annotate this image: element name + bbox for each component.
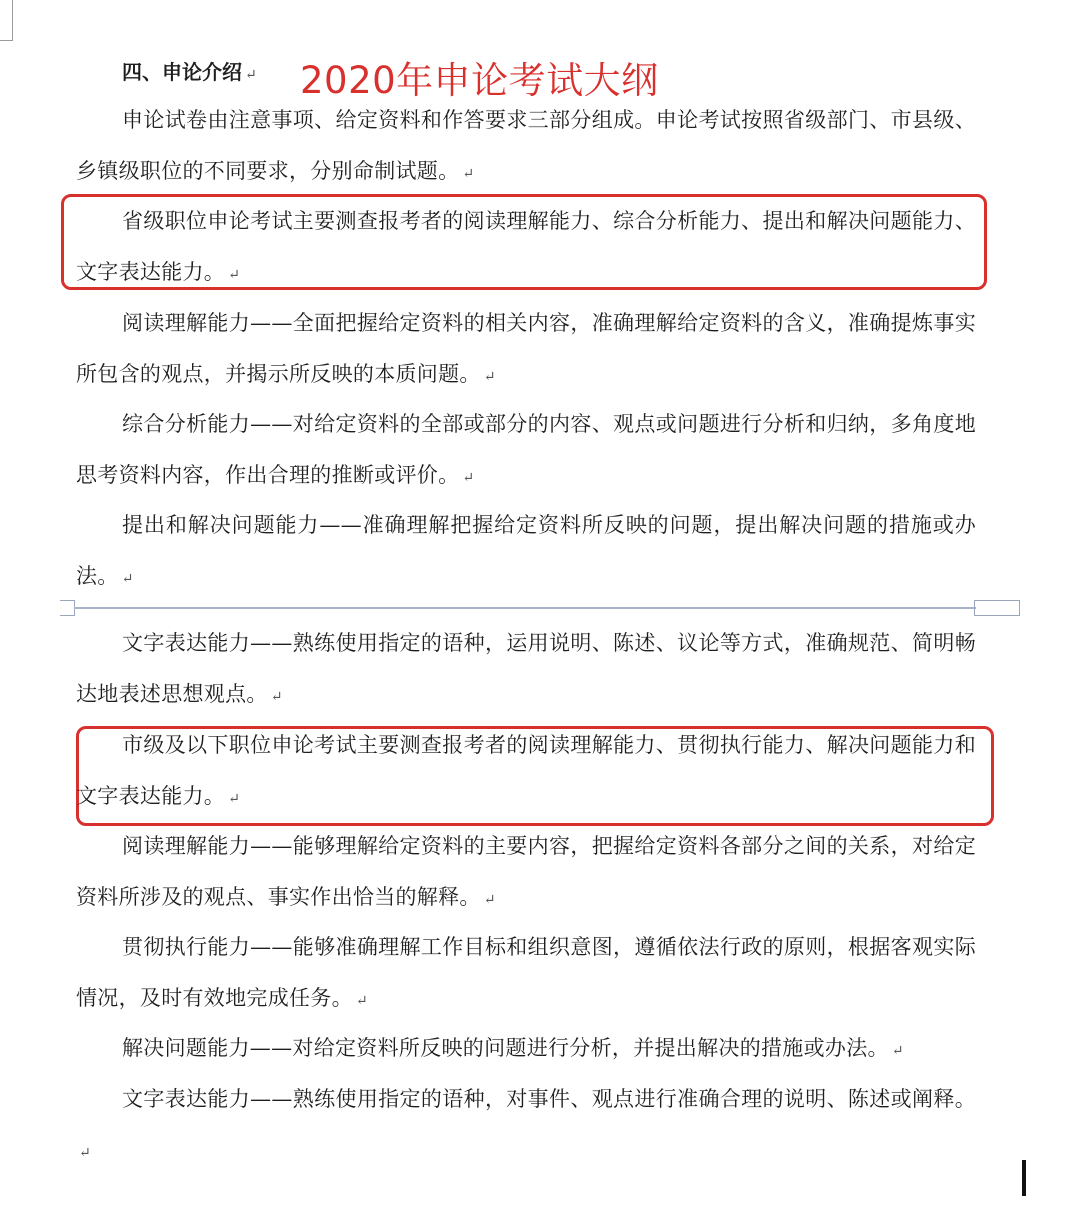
page-corner-mark: [0, 0, 13, 41]
pilcrow-mark: ↵: [79, 1145, 92, 1161]
paragraph-writing-provincial: 文字表达能力——熟练使用指定的语种，运用说明、陈述、议论等方式，准确规范、简明畅达地表述思想观点。 ↵: [76, 631, 976, 706]
paragraph-intro: 申论试卷由注意事项、给定资料和作答要求三部分组成。申论考试按照省级部门、市县级、乡镇级职位的不同要求，分别命制试题。 ↵: [76, 108, 976, 183]
page-break-left-marker: [60, 600, 75, 616]
paragraph-execution-municipal: 贯彻执行能力——能够准确理解工作目标和组织意图，遵循依法行政的原则，根据客观实际情况，及时有效地完成任务。 ↵: [76, 935, 976, 1010]
paragraph-reading-provincial: 阅读理解能力——全面把握给定资料的相关内容，准确理解给定资料的含义，准确提炼事实所包含的观点，并揭示所反映的本质问题。 ↵: [76, 311, 976, 386]
paragraph-provincial: 省级职位申论考试主要测查报考者的阅读理解能力、综合分析能力、提出和解决问题能力、文字表达能力。 ↵: [76, 209, 976, 284]
pilcrow-mark: ↵: [483, 892, 496, 908]
pilcrow-mark: ↵: [355, 993, 368, 1009]
page-break-separator: [60, 600, 1020, 616]
section-heading: 四、申论介绍 ↵: [122, 60, 257, 84]
paragraph-municipal: 市级及以下职位申论考试主要测查报考者的阅读理解能力、贯彻执行能力、解决问题能力和文字表达能力。 ↵: [76, 733, 976, 808]
pilcrow-mark: ↵: [245, 67, 257, 83]
pilcrow-mark: ↵: [228, 791, 241, 807]
heading-row: [122, 50, 1022, 100]
paragraph-writing-municipal: 文字表达能力——熟练使用指定的语种，对事件、观点进行准确合理的说明、陈述或阐释。↵: [79, 1087, 976, 1161]
text-cursor: [1022, 1160, 1026, 1196]
paragraph-problem-solving-provincial: 提出和解决问题能力——准确理解把握给定资料所反映的问题，提出解决问题的措施或办法。 ↵: [76, 513, 976, 588]
pilcrow-mark: ↵: [483, 369, 496, 385]
page-break-line: [74, 607, 976, 609]
pilcrow-mark: ↵: [462, 470, 475, 486]
page-break-right-marker: [974, 600, 1020, 616]
pilcrow-mark: ↵: [121, 571, 134, 587]
paragraph-problem-solving-municipal: 解决问题能力——对给定资料所反映的问题进行分析，并提出解决的措施或办法。 ↵: [122, 1036, 904, 1060]
pilcrow-mark: ↵: [462, 166, 475, 182]
paragraph-analysis-provincial: 综合分析能力——对给定资料的全部或部分的内容、观点或问题进行分析和归纳，多角度地思考资料内容，作出合理的推断或评价。 ↵: [76, 412, 976, 487]
pilcrow-mark: ↵: [270, 689, 283, 705]
overlay-title: 2020年申论考试大纲: [300, 59, 659, 102]
paragraph-reading-municipal: 阅读理解能力——能够理解给定资料的主要内容，把握给定资料各部分之间的关系，对给定资料所涉及的观点、事实作出恰当的解释。 ↵: [76, 834, 976, 909]
pilcrow-mark: ↵: [228, 267, 241, 283]
pilcrow-mark: ↵: [891, 1043, 904, 1059]
